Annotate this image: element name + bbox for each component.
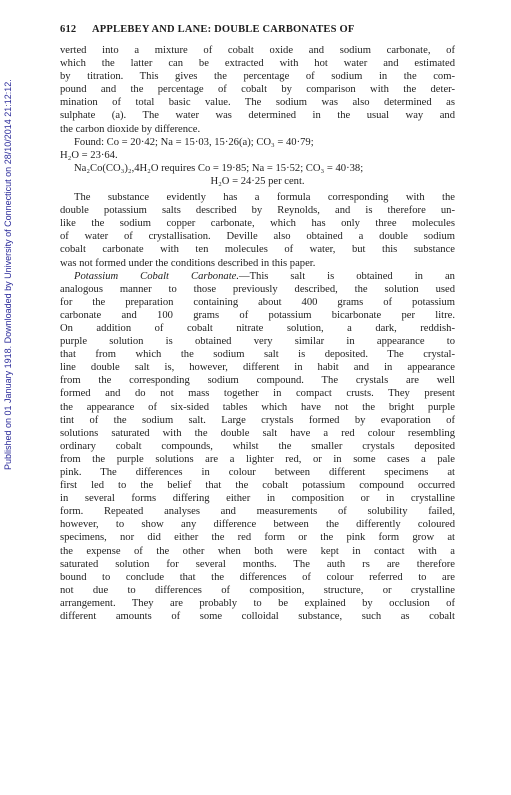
paragraph-method [60, 44, 455, 136]
paragraph-formula [60, 191, 455, 270]
text-line: was not formed under the conditions described in this paper. [60, 257, 316, 269]
text-line: purple solution is obtained very similar in appearance to [60, 336, 455, 348]
text-line: line double salt is, however, different in habit and in appearance [60, 362, 455, 374]
text-line: the appearance of six-sided tables which have not the bright purple [60, 401, 455, 413]
page-number: 612 [60, 24, 77, 35]
publication-stamp: Published on 01 January 1918. Downloaded by University of Connecticut on 28/10/2014 21:12:12. [3, 79, 13, 470]
text-line: that from which the sodium salt is deposited. The crystal- [60, 349, 455, 361]
text-line: different amounts of some colloidal substance, such as cobalt [60, 611, 455, 623]
text-line: however, to show any difference between the differently coloured [60, 519, 455, 531]
text-line: not due to differences of composition, structure, or crystalline [60, 584, 455, 596]
text-line: formed and do not mass together in compact crusts. They present [60, 388, 455, 400]
text-line: ordinary cobalt compounds, whilst the smaller crystals deposited [60, 440, 455, 452]
text-line: saturated solution for several months. The auth rs are therefore [60, 558, 455, 570]
text-line: carbonate and 100 grams of potassium bicarbonate per litre. [60, 309, 455, 321]
text-line: first led to the belief that the cobalt potassium compound occurred [60, 480, 455, 492]
text-line: solutions saturated with the double salt have a red colour resembling [60, 427, 455, 439]
text-line: of water of crystallisation. Deville also obtained a double sodium [60, 231, 455, 243]
text-line: from the corresponding sodium compound. The crystals are well [60, 375, 455, 387]
text-line: bound to conclude that the differences of colour referred to are [60, 571, 455, 583]
text-line: which the latter can be extracted with hot water and estimated [60, 58, 455, 70]
text-line: double potassium salts described by Reynolds, and is therefore un- [60, 205, 455, 217]
text-line: from the purple solutions are a lighter red, or in some cases a pale [60, 453, 455, 465]
found-values: Found: Co = 20·42; Na = 15·03, 15·26(a); CO₃ = 40·79; [74, 136, 314, 148]
text-line: On addition of cobalt nitrate solution, a dark, reddish- [60, 322, 455, 334]
text-fragment: —This salt is obtained in an [238, 270, 455, 282]
running-title: APPLEBEY AND LANE: DOUBLE CARBONATES OF [92, 24, 355, 35]
text-line: mination of total basic value. The sodium was also determined as [60, 97, 455, 109]
text-line [60, 270, 455, 283]
text-line: specimens, nor did either the red form or the pink form grow at [60, 532, 455, 544]
required-values: Na₂Co(CO₃)₂,4H₂O requires Co = 19·85; Na = 15·52; CO₃ = 40·38; [74, 162, 364, 174]
text-line: in several forms differing either in composition or in crystalline [60, 493, 455, 505]
section-heading: Potassium Cobalt Carbonate. [74, 270, 239, 282]
text-line: form. Repeated analyses and measurements of solubility failed, [60, 506, 455, 518]
text-line: analogous manner to those previously described, the solution used [60, 283, 455, 295]
text-line: like the sodium copper carbonate, which has only three molecules [60, 218, 455, 230]
text-line: for the preparation containing about 400 grams of potassium [60, 296, 455, 308]
text-line: pound and the percentage of cobalt by comparison with the deter- [60, 84, 455, 96]
paragraph-potassium [60, 270, 455, 624]
found-values-cont: H₂O = 23·64. [60, 149, 118, 161]
required-values-cont: H₂O = 24·25 per cent. [210, 175, 305, 187]
article-body [60, 44, 455, 623]
text-line: sulphate (a). The water was determined in the usual way and [60, 110, 455, 122]
text-line: arrangement. They are probably to be explained by occlusion of [60, 597, 455, 609]
text-line: verted into a mixture of cobalt oxide and sodium carbonate, of [60, 45, 455, 56]
text-line: The substance evidently has a formula corresponding with the [74, 192, 455, 204]
text-line: by titration. This gives the percentage of sodium in the com- [60, 71, 455, 83]
text-line: the carbon dioxide by difference. [60, 123, 201, 135]
text-line: the expense of the other when both were kept in contact with a [60, 545, 455, 557]
text-line: cobalt carbonate with ten molecules of water, but this substance [60, 244, 455, 256]
text-line: pink. The differences in colour between different specimens at [60, 467, 455, 478]
analysis-results [60, 136, 455, 188]
page-header [60, 24, 460, 38]
text-line: tint of the sodium salt. Large crystals formed by evaporation of [60, 414, 455, 426]
